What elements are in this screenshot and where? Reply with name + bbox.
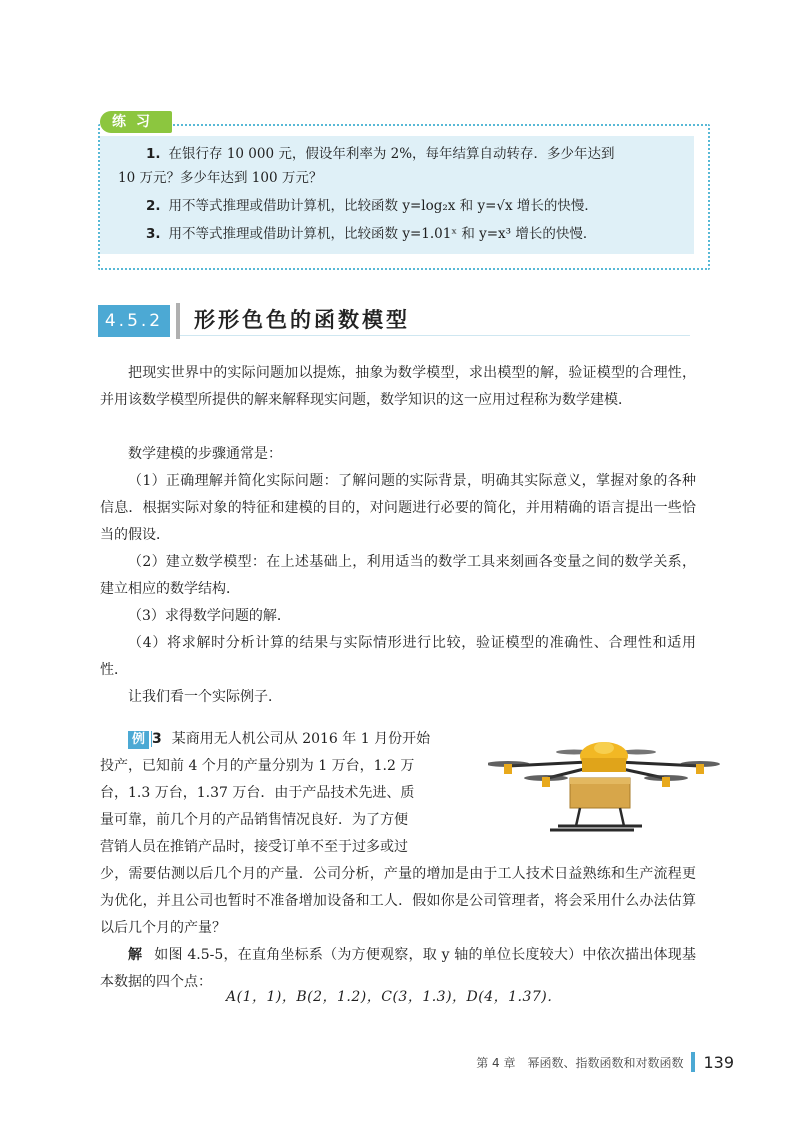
paragraph-example-intro: 让我们看一个实际例子．	[128, 689, 282, 705]
solution-text: 如图 4.5-5，在直角坐标系（为方便观察，取 y 轴的单位长度较大）中依次描出体现基本数据的四个点：	[100, 947, 696, 990]
exercise-item-text: 用不等式推理或借助计算机，比较函数 y=1.01ˣ 和 y=x³ 增长的快慢．	[168, 226, 597, 242]
example-text-line: 某商用无人机公司从 2016 年 1 月份开始	[171, 731, 431, 747]
exercise-item-1	[146, 142, 686, 166]
example-number: 3	[152, 731, 162, 747]
section-title: 形形色色的函数模型	[194, 308, 410, 332]
example-text-line: 营销人员在推销产品时，接受订单不至于过多或过	[100, 839, 408, 855]
exercise-item-number: 2.	[146, 198, 161, 214]
example-first-line	[128, 726, 480, 753]
footer-divider	[691, 1052, 695, 1072]
section-divider	[176, 303, 180, 339]
paragraph-steps-intro: 数学建模的步骤通常是：	[128, 446, 282, 462]
exercise-item-text: 用不等式推理或借助计算机，比较函数 y=log₂x 和 y=√x 增长的快慢．	[168, 198, 598, 214]
page-footer	[476, 1052, 734, 1072]
exercise-item-1-continued	[118, 166, 678, 190]
example-text-line: 投产，已知前 4 个月的产量分别为 1 万台，1.2 万	[100, 758, 415, 774]
exercise-item-2	[146, 194, 686, 218]
example-text-rest: 少，需要估测以后几个月的产量．公司分析，产量的增加是由于工人技术日益熟练和生产流程更为优化，并且公司也暂时不准备增加设备和工人．假如你是公司管理者，将会采用什么办法估算以后几个月的产量？	[100, 866, 696, 936]
paragraph-step-1: （1）正确理解并简化实际问题：了解问题的实际背景，明确其实际意义，掌握对象的各种信息．根据实际对象的特征和建模的目的，对问题进行必要的简化，并用精确的语言提出一些恰当的假设．	[100, 473, 696, 543]
example-text-line: 量可靠，前几个月的产品销售情况良好．为了方便	[100, 812, 408, 828]
page-number: 139	[703, 1052, 734, 1072]
example-label: 例	[128, 731, 149, 749]
exercise-item-number: 3.	[146, 226, 161, 242]
paragraph-step-3: （3）求得数学问题的解．	[128, 608, 291, 624]
exercise-tab: 练习	[100, 111, 172, 133]
drone-illustration	[488, 722, 720, 844]
exercise-item-3	[146, 222, 686, 246]
paragraph-step-2: （2）建立数学模型：在上述基础上，利用适当的数学工具来刻画各变量之间的数学关系，建立相应的数学结构．	[100, 554, 696, 597]
exercise-item-text: 10 万元？多少年达到 100 万元？	[118, 170, 323, 186]
paragraph-modeling-definition: 把现实世界中的实际问题加以提炼，抽象为数学模型，求出模型的解，验证模型的合理性，并用该数学模型所提供的解来解释现实问题，数学知识的这一应用过程称为数学建模．	[100, 365, 696, 408]
paragraph-step-4: （4）将求解时分析计算的结果与实际情形进行比较，验证模型的准确性、合理性和适用性．	[100, 635, 696, 678]
exercise-item-number: 1.	[146, 146, 161, 162]
section-underline	[180, 335, 690, 336]
chapter-title: 第 4 章 幂函数、指数函数和对数函数	[476, 1055, 684, 1070]
example-text-line: 台，1.3 万台，1.37 万台．由于产品技术先进、质	[100, 785, 415, 801]
section-number: 4.5.2	[98, 305, 170, 337]
exercise-item-text: 在银行存 10 000 元，假设年利率为 2%，每年结算自动转存．多少年达到	[168, 146, 615, 162]
data-points-formula: A(1，1)，B(2，1.2)，C(3，1.3)，D(4，1.37)．	[226, 989, 562, 1005]
solution-label: 解	[128, 947, 143, 963]
